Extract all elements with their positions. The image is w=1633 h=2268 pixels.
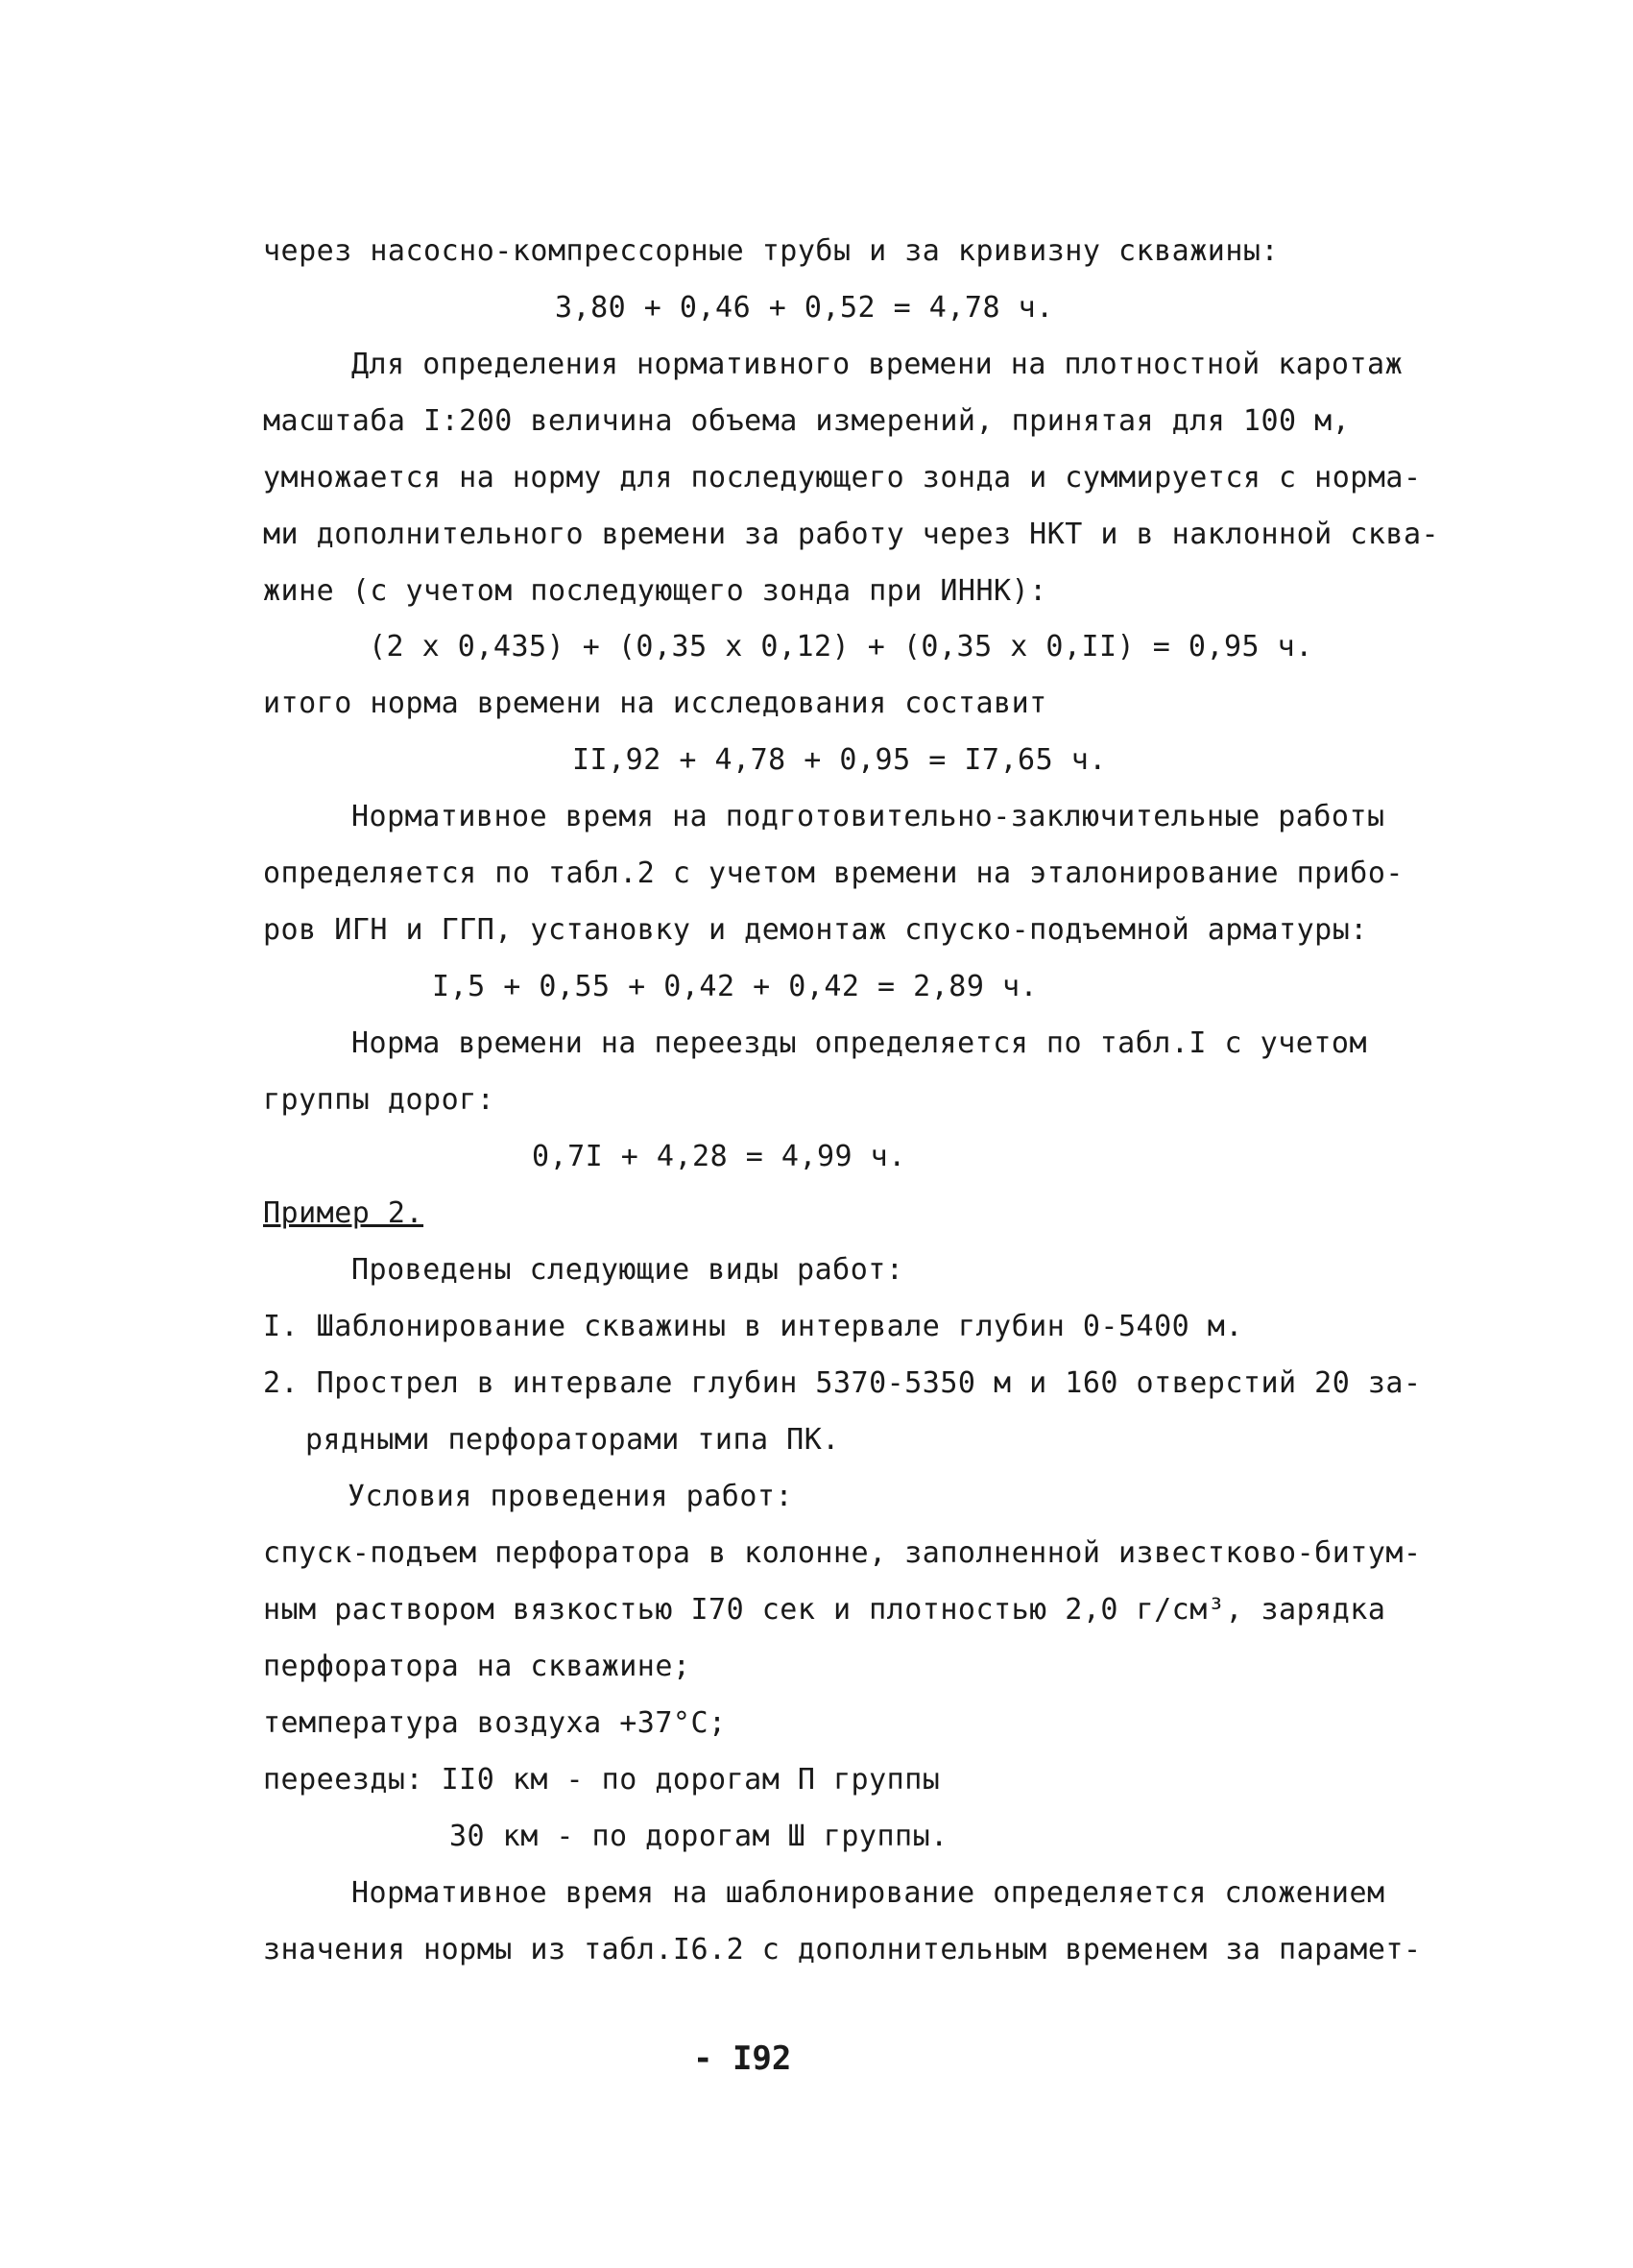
page-number: - I92 bbox=[693, 2039, 792, 2078]
text-line: значения нормы из табл.I6.2 с дополнительным временем за парамет- bbox=[263, 1933, 1422, 1966]
list-item: 2. Прострел в интервале глубин 5370-5350 м и 160 отверстий 20 за- bbox=[263, 1366, 1422, 1400]
text-line: итого норма времени на исследования составит bbox=[263, 687, 1047, 720]
text-line: спуск-подъем перфоратора в колонне, заполненной известково-битум- bbox=[263, 1536, 1422, 1570]
text-line: Для определения нормативного времени на плотностной каротаж bbox=[351, 348, 1404, 381]
text-line: определяется по табл.2 с учетом времени на эталонирование прибо- bbox=[263, 857, 1404, 890]
text-line: Нормативное время на подготовительно-заключительные работы bbox=[351, 800, 1385, 833]
formula-line: I,5 + 0,55 + 0,42 + 0,42 = 2,89 ч. bbox=[432, 970, 1039, 1003]
text-line: ров ИГН и ГГП, установку и демонтаж спуско-подъемной арматуры: bbox=[263, 913, 1368, 947]
text-line: температура воздуха +37°С; bbox=[263, 1706, 727, 1740]
text-line: переезды: II0 км - по дорогам П группы bbox=[263, 1763, 941, 1797]
formula-line: (2 x 0,435) + (0,35 x 0,12) + (0,35 x 0,II) = 0,95 ч. bbox=[369, 630, 1313, 664]
text-line: 30 км - по дорогам Ш группы. bbox=[449, 1820, 949, 1853]
text-line: через насосно-компрессорные трубы и за кривизну скважины: bbox=[263, 234, 1280, 268]
text-line: Проведены следующие виды работ: bbox=[351, 1253, 904, 1287]
text-line: группы дорог: bbox=[263, 1083, 495, 1117]
text-line: масштаба I:200 величина объема измерений, принятая для 100 м, bbox=[263, 404, 1351, 438]
list-item-continuation: рядными перфораторами типа ПК. bbox=[305, 1423, 840, 1457]
formula-line: 0,7I + 4,28 = 4,99 ч. bbox=[532, 1140, 906, 1173]
text-line: Норма времени на переезды определяется по табл.I с учетом bbox=[351, 1026, 1368, 1060]
text-line: ми дополнительного времени за работу через НКТ и в наклонной сква- bbox=[263, 518, 1440, 551]
text-line: жине (с учетом последующего зонда при ИННК): bbox=[263, 574, 1047, 608]
formula-line: II,92 + 4,78 + 0,95 = I7,65 ч. bbox=[572, 743, 1107, 777]
list-item: I. Шаблонирование скважины в интервале глубин 0-5400 м. bbox=[263, 1310, 1243, 1343]
text-line: Условия проведения работ: bbox=[348, 1480, 794, 1513]
example-heading: Пример 2. bbox=[263, 1196, 424, 1230]
text-line: умножается на норму для последующего зонда и суммируется с норма- bbox=[263, 461, 1422, 495]
text-line: перфоратора на скважине; bbox=[263, 1650, 691, 1683]
formula-line: 3,80 + 0,46 + 0,52 = 4,78 ч. bbox=[555, 291, 1054, 325]
text-line: Нормативное время на шаблонирование определяется сложением bbox=[351, 1876, 1385, 1910]
text-line: ным раствором вязкостью I70 сек и плотностью 2,0 г/см³, зарядка bbox=[263, 1593, 1386, 1627]
